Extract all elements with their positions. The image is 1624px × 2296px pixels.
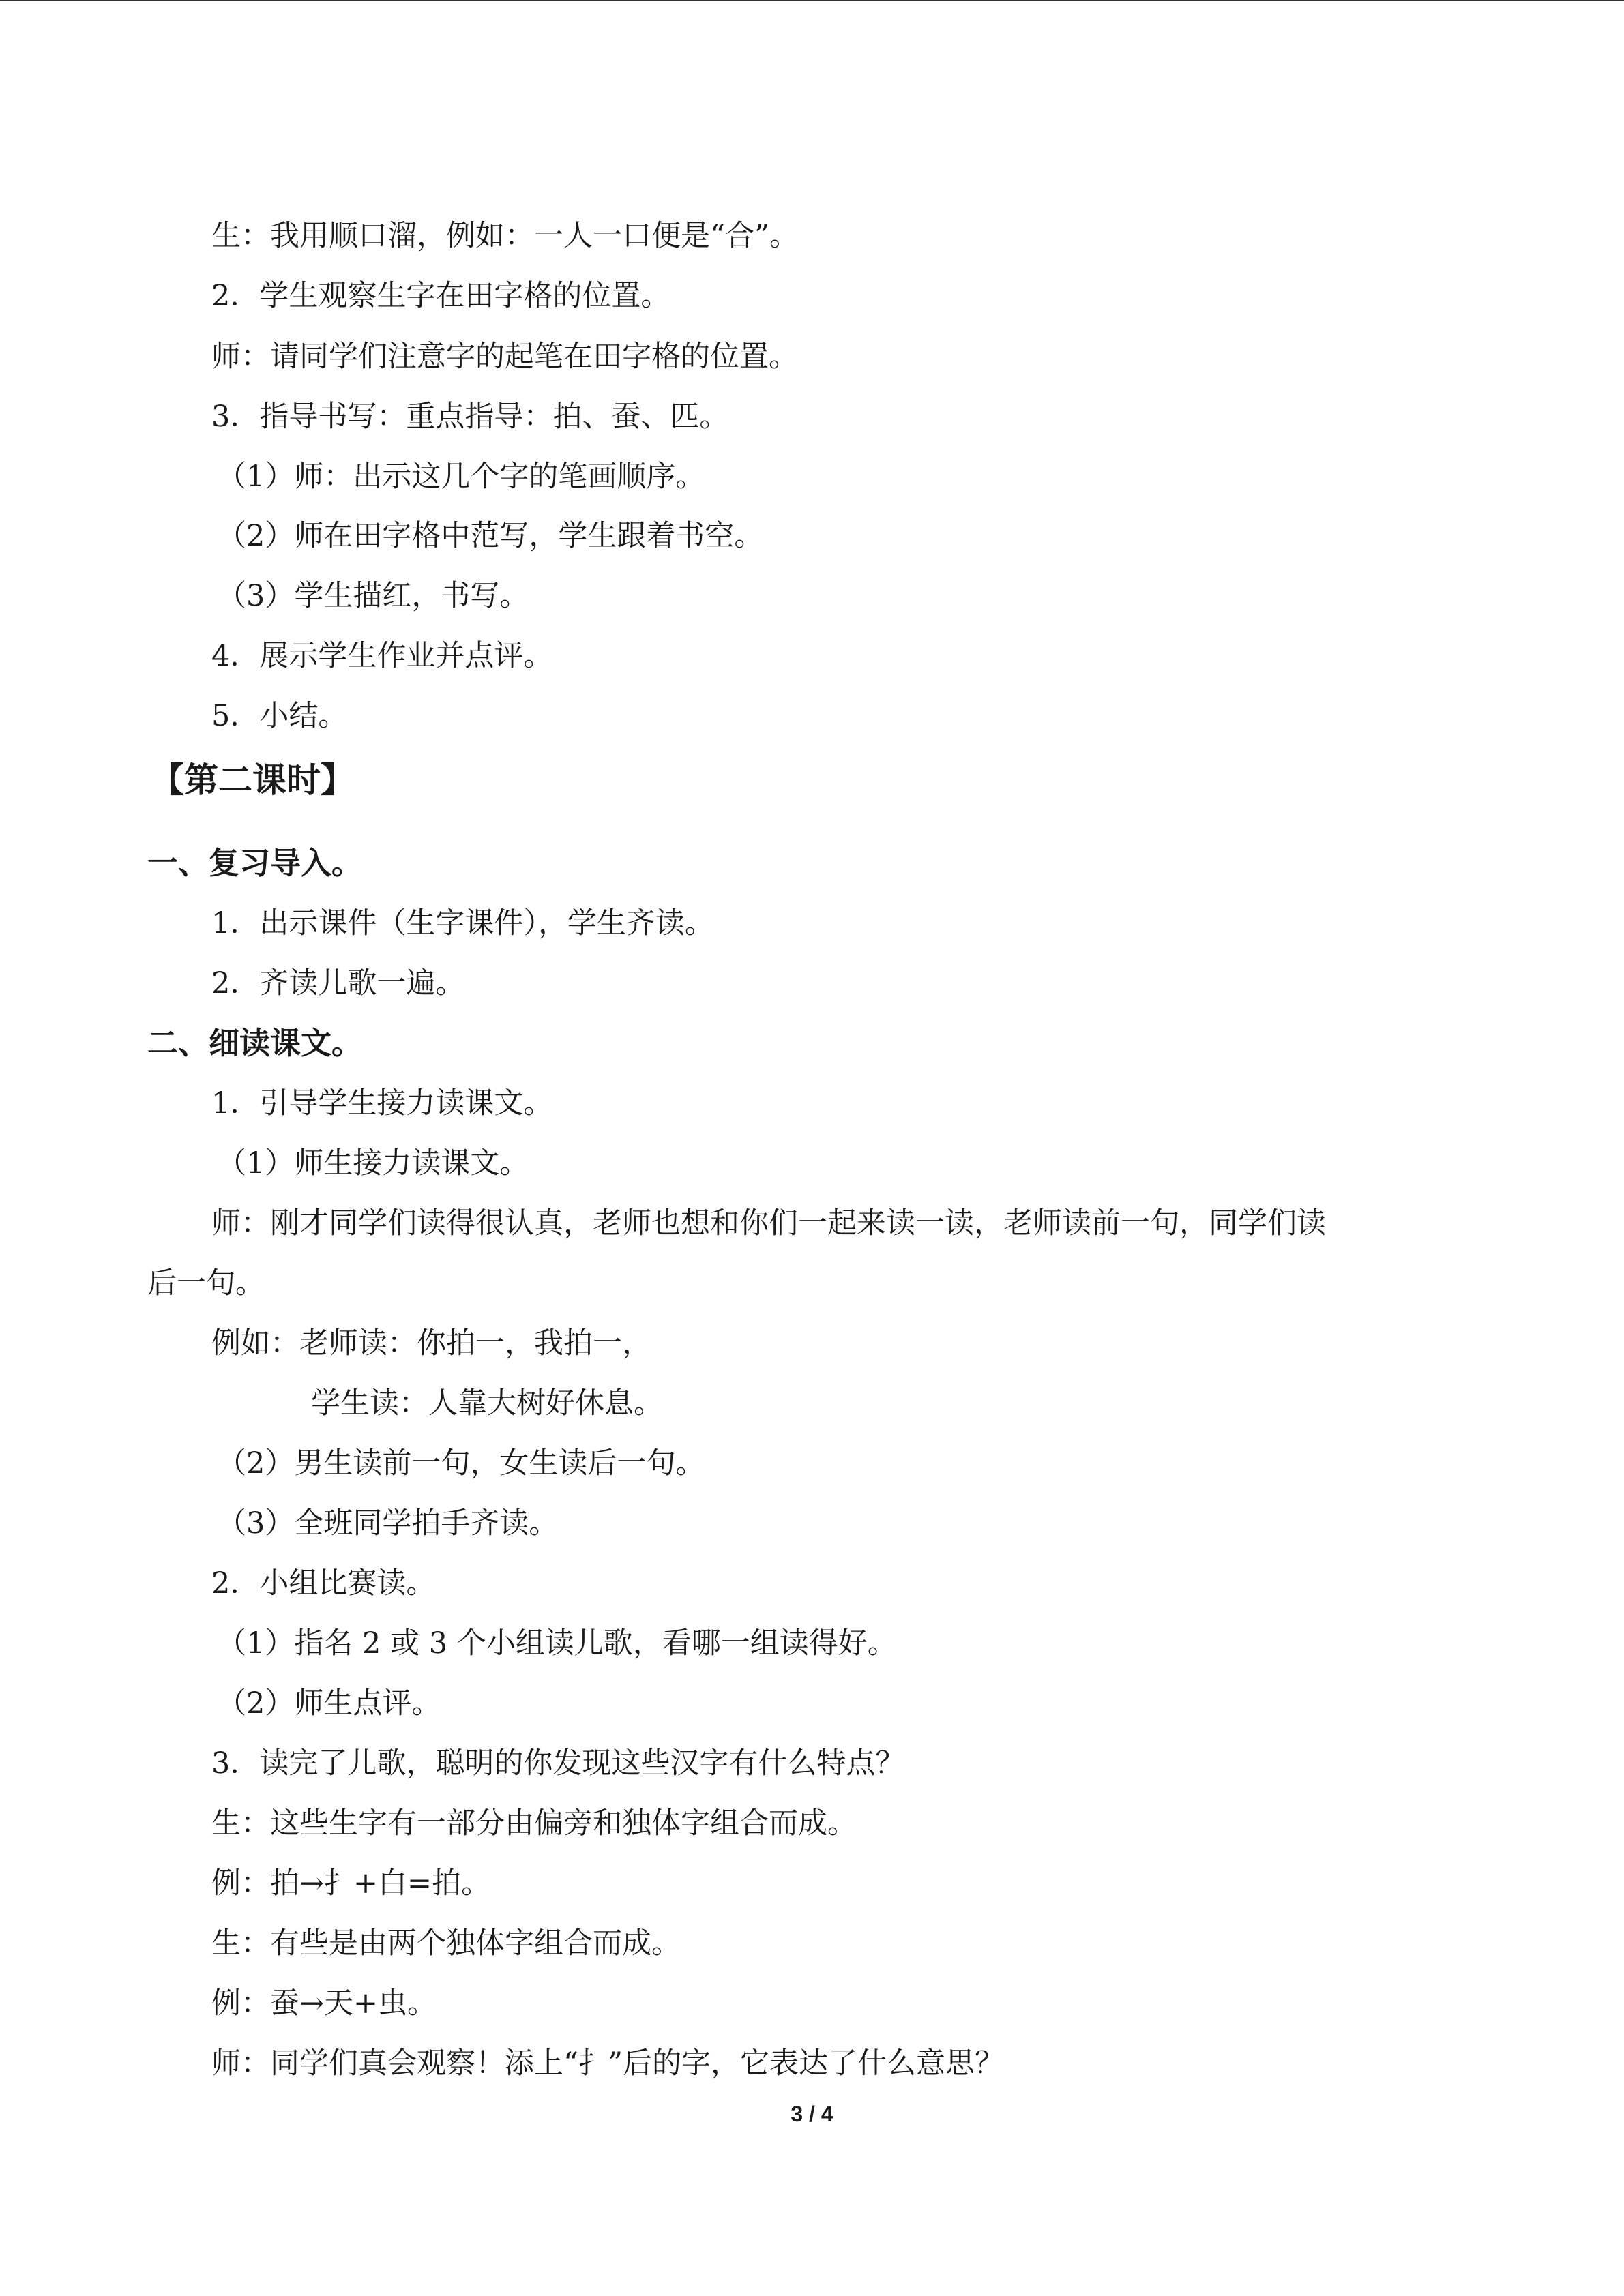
text-line: （2）师在田字格中范写，学生跟着书空。 <box>217 519 764 553</box>
text-line: 例：蚕→天+虫。 <box>211 1986 437 2021</box>
text-line: （3）学生描红，书写。 <box>217 579 529 613</box>
text-line: 3．指导书写：重点指导：拍、蚕、匹。 <box>211 400 729 434</box>
text-line: 师：刚才同学们读得很认真，老师也想和你们一起来读一读，老师读前一句，同学们读 <box>211 1206 1326 1240</box>
page-number: 3 / 4 <box>791 2102 833 2126</box>
text-line: 1．出示课件（生字课件），学生齐读。 <box>211 906 714 940</box>
page-top-border <box>0 0 1624 1</box>
section-heading-reading: 二、细读课文。 <box>147 1025 363 1061</box>
text-line: 生：有些是由两个独体字组合而成。 <box>211 1926 681 1960</box>
text-line: （2）男生读前一句，女生读后一句。 <box>217 1446 705 1480</box>
text-line: （1）师：出示这几个字的笔画顺序。 <box>217 460 705 494</box>
text-line: （1）指名 2 或 3 个小组读儿歌，看哪一组读得好。 <box>217 1626 897 1660</box>
section-heading-review: 一、复习导入。 <box>147 845 363 881</box>
text-line: 2．齐读儿歌一遍。 <box>211 966 465 1000</box>
lesson-title: 【第二课时】 <box>150 760 355 800</box>
text-line: （2）师生点评。 <box>217 1686 441 1720</box>
text-line: 例如：老师读：你拍一，我拍一， <box>211 1326 651 1360</box>
text-line: 学生读：人靠大树好休息。 <box>311 1386 663 1420</box>
text-line: （1）师生接力读课文。 <box>217 1146 529 1180</box>
text-line: 2．小组比赛读。 <box>211 1566 436 1600</box>
text-line: 后一句。 <box>147 1266 265 1300</box>
text-line: 1．引导学生接力读课文。 <box>211 1086 553 1120</box>
text-line: 生：这些生字有一部分由偏旁和独体字组合而成。 <box>211 1806 857 1840</box>
text-line: 5．小结。 <box>211 699 348 733</box>
text-line: 4．展示学生作业并点评。 <box>211 639 553 673</box>
text-line: 师：请同学们注意字的起笔在田字格的位置。 <box>211 340 798 374</box>
text-line: 2．学生观察生字在田字格的位置。 <box>211 279 670 313</box>
text-line: （3）全班同学拍手齐读。 <box>217 1506 559 1540</box>
text-line: 3．读完了儿歌，聪明的你发现这些汉字有什么特点？ <box>211 1746 905 1780</box>
text-line: 例：拍→扌+白=拍。 <box>211 1866 491 1900</box>
text-line: 师：同学们真会观察！添上“扌”后的字，它表达了什么意思？ <box>211 2046 1004 2081</box>
text-line: 生：我用顺口溜，例如：一人一口便是“合”。 <box>211 219 799 253</box>
